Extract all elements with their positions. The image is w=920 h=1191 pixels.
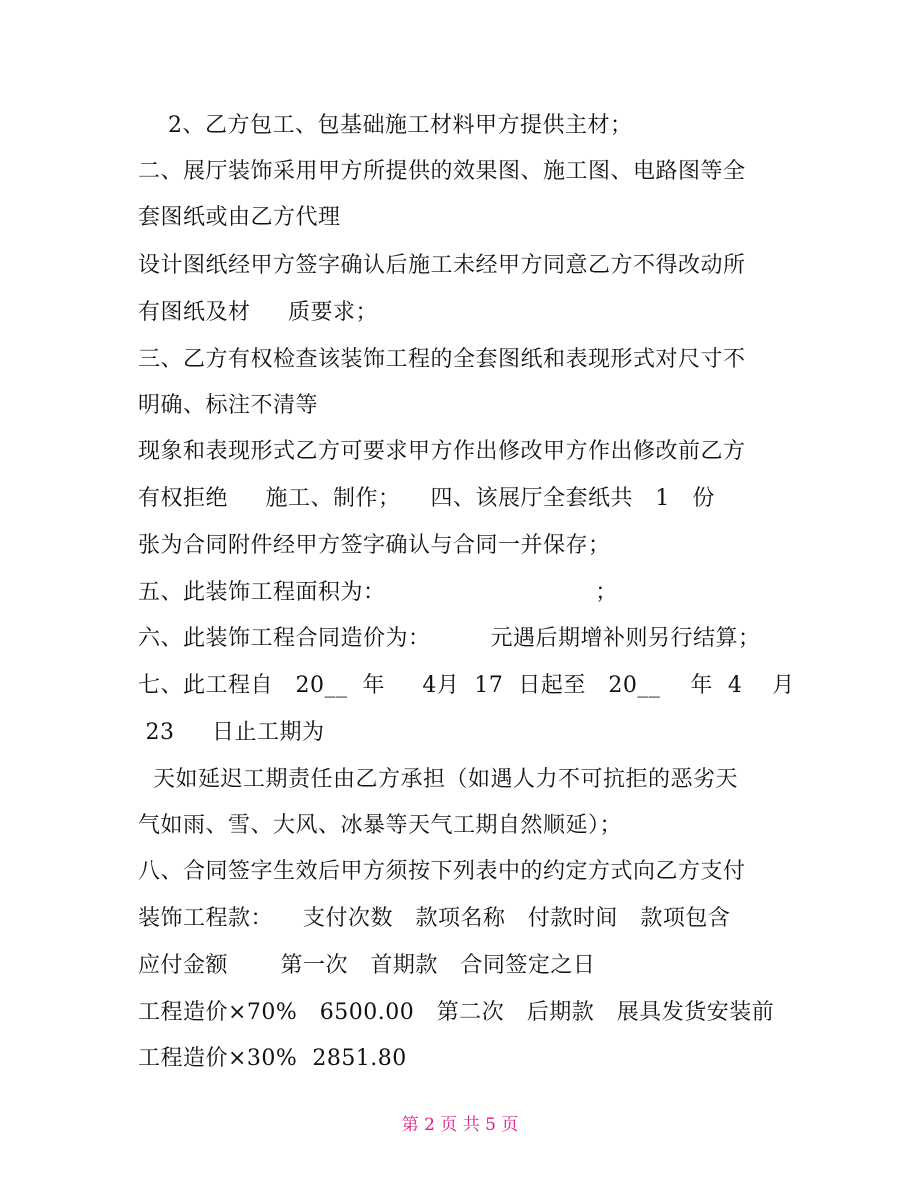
paragraph-line: 装饰工程款： 支付次数 款项名称 付款时间 款项包含 <box>138 906 731 931</box>
paragraph-line: 23 日止工期为 <box>138 720 325 745</box>
paragraph-line: 设计图纸经甲方签字确认后施工未经甲方同意乙方不得改动所 <box>138 253 746 278</box>
paragraph-line: 明确、标注不清等 <box>138 393 319 418</box>
paragraph-line: 六、此装饰工程合同造价为： 元遇后期增补则另行结算； <box>138 626 761 651</box>
paragraph-line: 现象和表现形式乙方可要求甲方作出修改甲方作出修改前乙方 <box>138 439 746 464</box>
paragraph-line: 五、此装饰工程面积为： ； <box>138 580 618 605</box>
paragraph-line: 工程造价×30% 2851.80 <box>138 1046 407 1071</box>
paragraph-line: 八、合同签字生效后甲方须按下列表中的约定方式向乙方支付 <box>138 859 746 884</box>
paragraph-line: 套图纸或由乙方代理 <box>138 205 341 230</box>
paragraph-line: 三、乙方有权检查该装饰工程的全套图纸和表现形式对尺寸不 <box>138 347 746 372</box>
paragraph-line: 张为合同附件经甲方签字确认与合同一并保存； <box>138 533 611 558</box>
paragraph-line: 有权拒绝 施工、制作； 四、该展厅全套纸共 1 份 <box>138 486 715 511</box>
paragraph-line: 气如雨、雪、大风、冰暴等天气工期自然顺延）； <box>138 813 623 838</box>
paragraph-line: 有图纸及材 质要求； <box>138 300 378 325</box>
page-number-footer: 第 2 页 共 5 页 <box>401 1115 519 1135</box>
paragraph-line: 工程造价×70% 6500.00 第二次 后期款 展具发货安装前 <box>138 1000 775 1025</box>
paragraph-line: 二、展厅装饰采用甲方所提供的效果图、施工图、电路图等全 <box>138 159 746 184</box>
paragraph-line: 应付金额 第一次 首期款 合同签定之日 <box>138 953 596 978</box>
paragraph-line: 天如延迟工期责任由乙方承担（如遇人力不可抗拒的恶劣天 <box>138 767 738 792</box>
paragraph-line: 七、此工程自 20__ 年 4月 17 日起至 20__ 年 4 月 <box>138 673 795 698</box>
paragraph-line: 2、乙方包工、包基础施工材料甲方提供主材； <box>138 113 633 138</box>
